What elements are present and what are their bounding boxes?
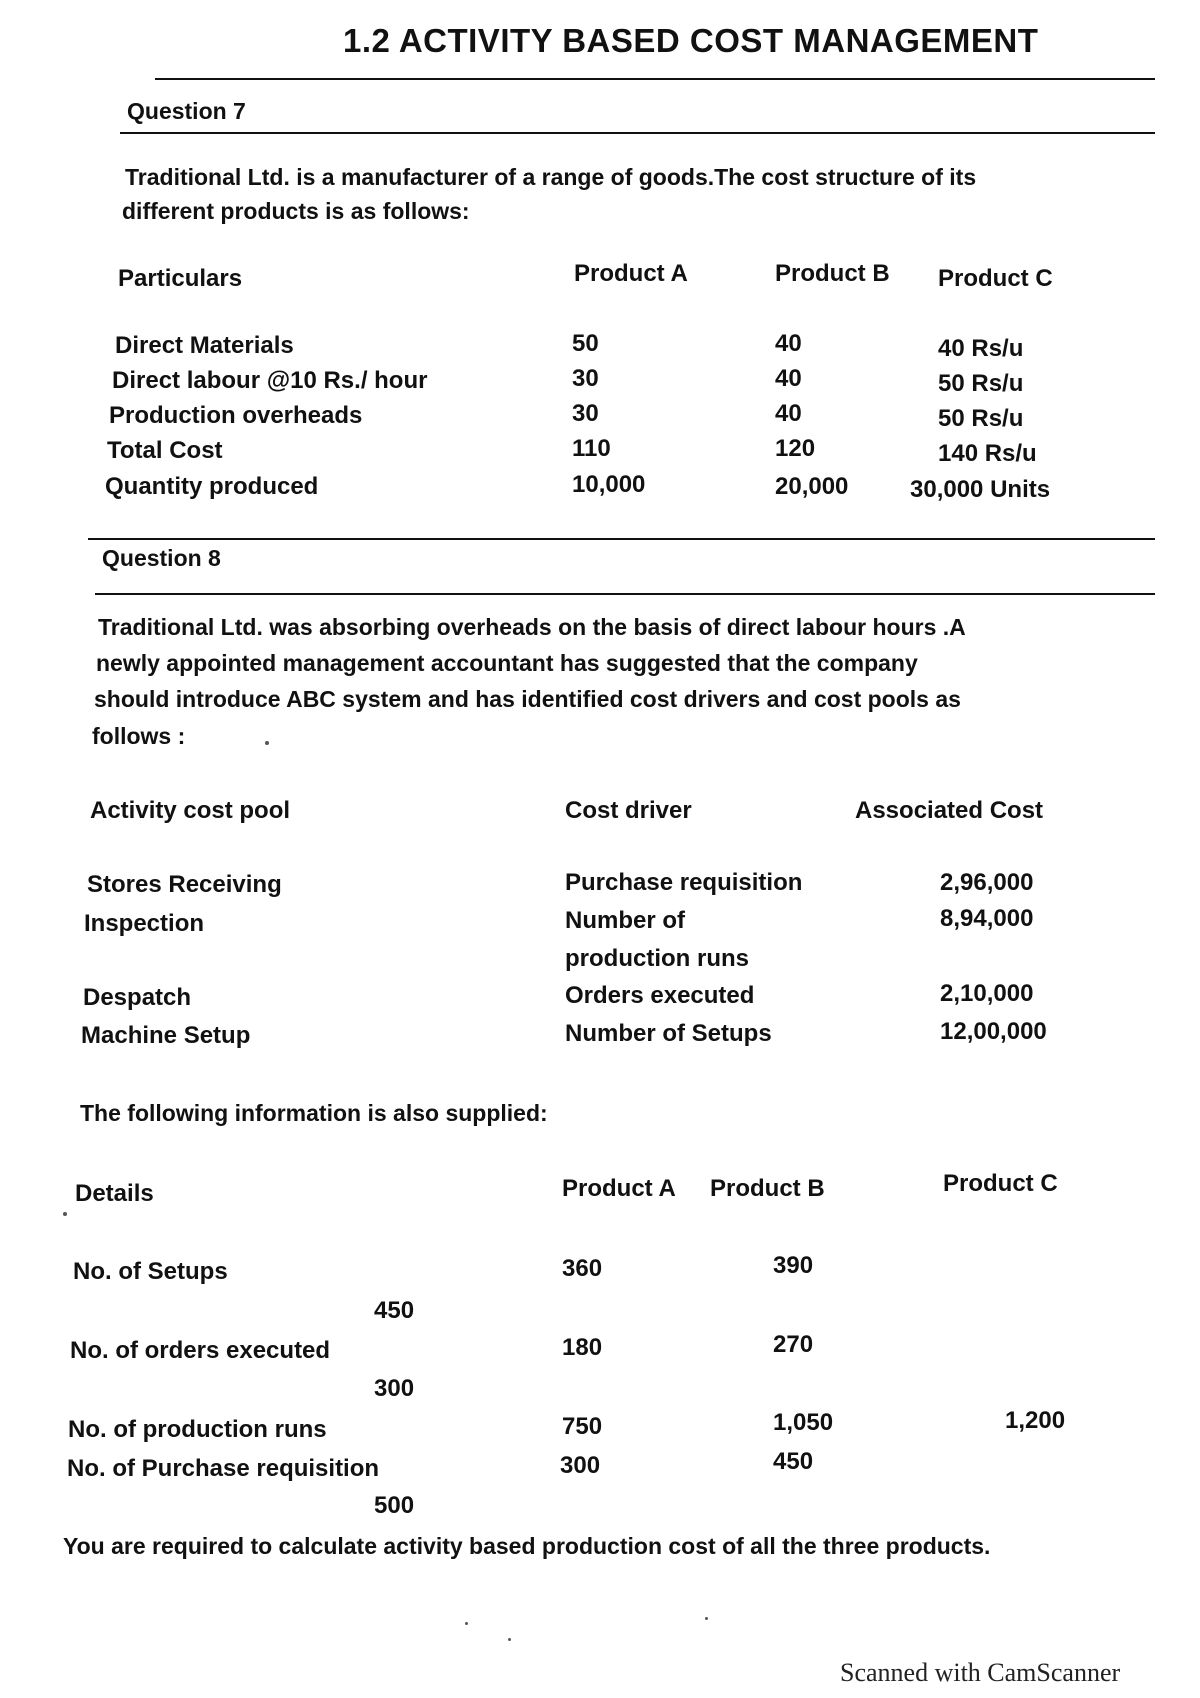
- column-header-activity-cost-pool: Activity cost pool: [90, 797, 291, 824]
- table-cell: 40: [775, 330, 802, 357]
- table-cell: 1,200: [1005, 1407, 1066, 1434]
- divider: [95, 593, 1155, 595]
- table-cell: production runs: [565, 945, 749, 972]
- table-cell: 30,000 Units: [910, 476, 1051, 503]
- table-cell: 300: [374, 1375, 415, 1402]
- table-cell: 10,000: [572, 471, 646, 498]
- table-cell: 50 Rs/u: [938, 370, 1024, 397]
- table-cell: 120: [775, 435, 816, 462]
- column-header-product-c: Product C: [938, 265, 1053, 292]
- table-cell: 1,050: [773, 1409, 834, 1436]
- question-7-intro-line-1: Traditional Ltd. is a manufacturer of a range of goods.The cost structure of its: [125, 164, 977, 190]
- column-header-product-a: Product A: [574, 260, 688, 287]
- table-cell: 110: [572, 435, 611, 462]
- table-cell-label: Direct Materials: [115, 332, 294, 359]
- column-header-particulars: Particulars: [118, 265, 243, 292]
- column-header-product-b: Product B: [775, 260, 890, 287]
- question-8-heading: Question 8: [102, 545, 221, 571]
- column-header-associated-cost: Associated Cost: [855, 797, 1044, 824]
- table-cell: 2,10,000: [940, 980, 1034, 1007]
- table-cell-label: Quantity produced: [105, 473, 319, 500]
- table-cell: 40: [775, 400, 802, 427]
- table-cell: 40 Rs/u: [938, 335, 1024, 362]
- question-8-intro-line-3: should introduce ABC system and has identified cost drivers and cost pools as: [94, 686, 961, 712]
- table-cell-label: No. of Setups: [73, 1258, 228, 1285]
- table-cell: 360: [562, 1255, 603, 1282]
- column-header-product-b: Product B: [710, 1175, 825, 1202]
- table-cell: 140 Rs/u: [938, 440, 1037, 467]
- table-cell: 450: [374, 1297, 415, 1324]
- table-cell-label: Total Cost: [107, 437, 223, 464]
- table-cell: 450: [773, 1448, 814, 1475]
- table-cell: Orders executed: [565, 982, 755, 1009]
- scan-speck: [508, 1638, 511, 1641]
- table-cell-label: No. of Purchase requisition: [67, 1455, 380, 1482]
- table-cell: 40: [775, 365, 802, 392]
- column-header-details: Details: [75, 1180, 154, 1207]
- table-cell: 30: [572, 365, 599, 392]
- question-8-intro-line-1: Traditional Ltd. was absorbing overheads on the basis of direct labour hours .A: [98, 614, 966, 640]
- column-header-cost-driver: Cost driver: [565, 797, 692, 824]
- scan-speck: [265, 741, 269, 745]
- scanner-watermark: Scanned with CamScanner: [840, 1658, 1121, 1687]
- table-cell-label: Direct labour @10 Rs./ hour: [112, 367, 428, 394]
- question-7-heading: Question 7: [127, 98, 246, 124]
- table-cell: 12,00,000: [940, 1018, 1047, 1045]
- scan-speck: [465, 1622, 468, 1625]
- table-cell: Purchase requisition: [565, 869, 803, 896]
- divider: [120, 132, 1155, 134]
- table-cell-label: Despatch: [83, 984, 192, 1011]
- table-cell: 50: [572, 330, 599, 357]
- question-8-intro-line-4: follows :: [92, 723, 186, 749]
- table-cell-label: Machine Setup: [81, 1022, 251, 1049]
- table-cell-label: Production overheads: [109, 402, 363, 429]
- question-7-intro-line-2: different products is as follows:: [122, 198, 470, 224]
- scan-speck: [63, 1212, 67, 1216]
- table-cell: 270: [773, 1331, 814, 1358]
- table-cell: Number of Setups: [565, 1020, 772, 1047]
- table-cell-label: Inspection: [84, 910, 205, 937]
- requirement-text: You are required to calculate activity based production cost of all the three products.: [63, 1533, 991, 1559]
- table-cell: 2,96,000: [940, 869, 1034, 896]
- table-cell: 30: [572, 400, 599, 427]
- divider: [155, 78, 1155, 80]
- table-cell: 390: [773, 1252, 814, 1279]
- info-line: The following information is also supplied:: [80, 1100, 548, 1126]
- column-header-product-a: Product A: [562, 1175, 676, 1202]
- table-cell: 750: [562, 1413, 603, 1440]
- table-cell-label: No. of production runs: [68, 1416, 327, 1443]
- table-cell: 300: [560, 1452, 601, 1479]
- table-cell: Number of: [565, 907, 685, 934]
- question-8-intro-line-2: newly appointed management accountant has suggested that the company: [96, 650, 918, 676]
- page-title: 1.2 ACTIVITY BASED COST MANAGEMENT: [343, 22, 1039, 59]
- table-cell: 180: [562, 1334, 603, 1361]
- table-cell: 20,000: [775, 473, 849, 500]
- scan-speck: [705, 1617, 708, 1620]
- table-cell: 50 Rs/u: [938, 405, 1024, 432]
- column-header-product-c: Product C: [943, 1170, 1058, 1197]
- table-cell-label: No. of orders executed: [70, 1337, 331, 1364]
- table-cell: 8,94,000: [940, 905, 1034, 932]
- table-cell-label: Stores Receiving: [87, 871, 282, 898]
- table-cell: 500: [374, 1492, 415, 1519]
- divider: [88, 538, 1155, 540]
